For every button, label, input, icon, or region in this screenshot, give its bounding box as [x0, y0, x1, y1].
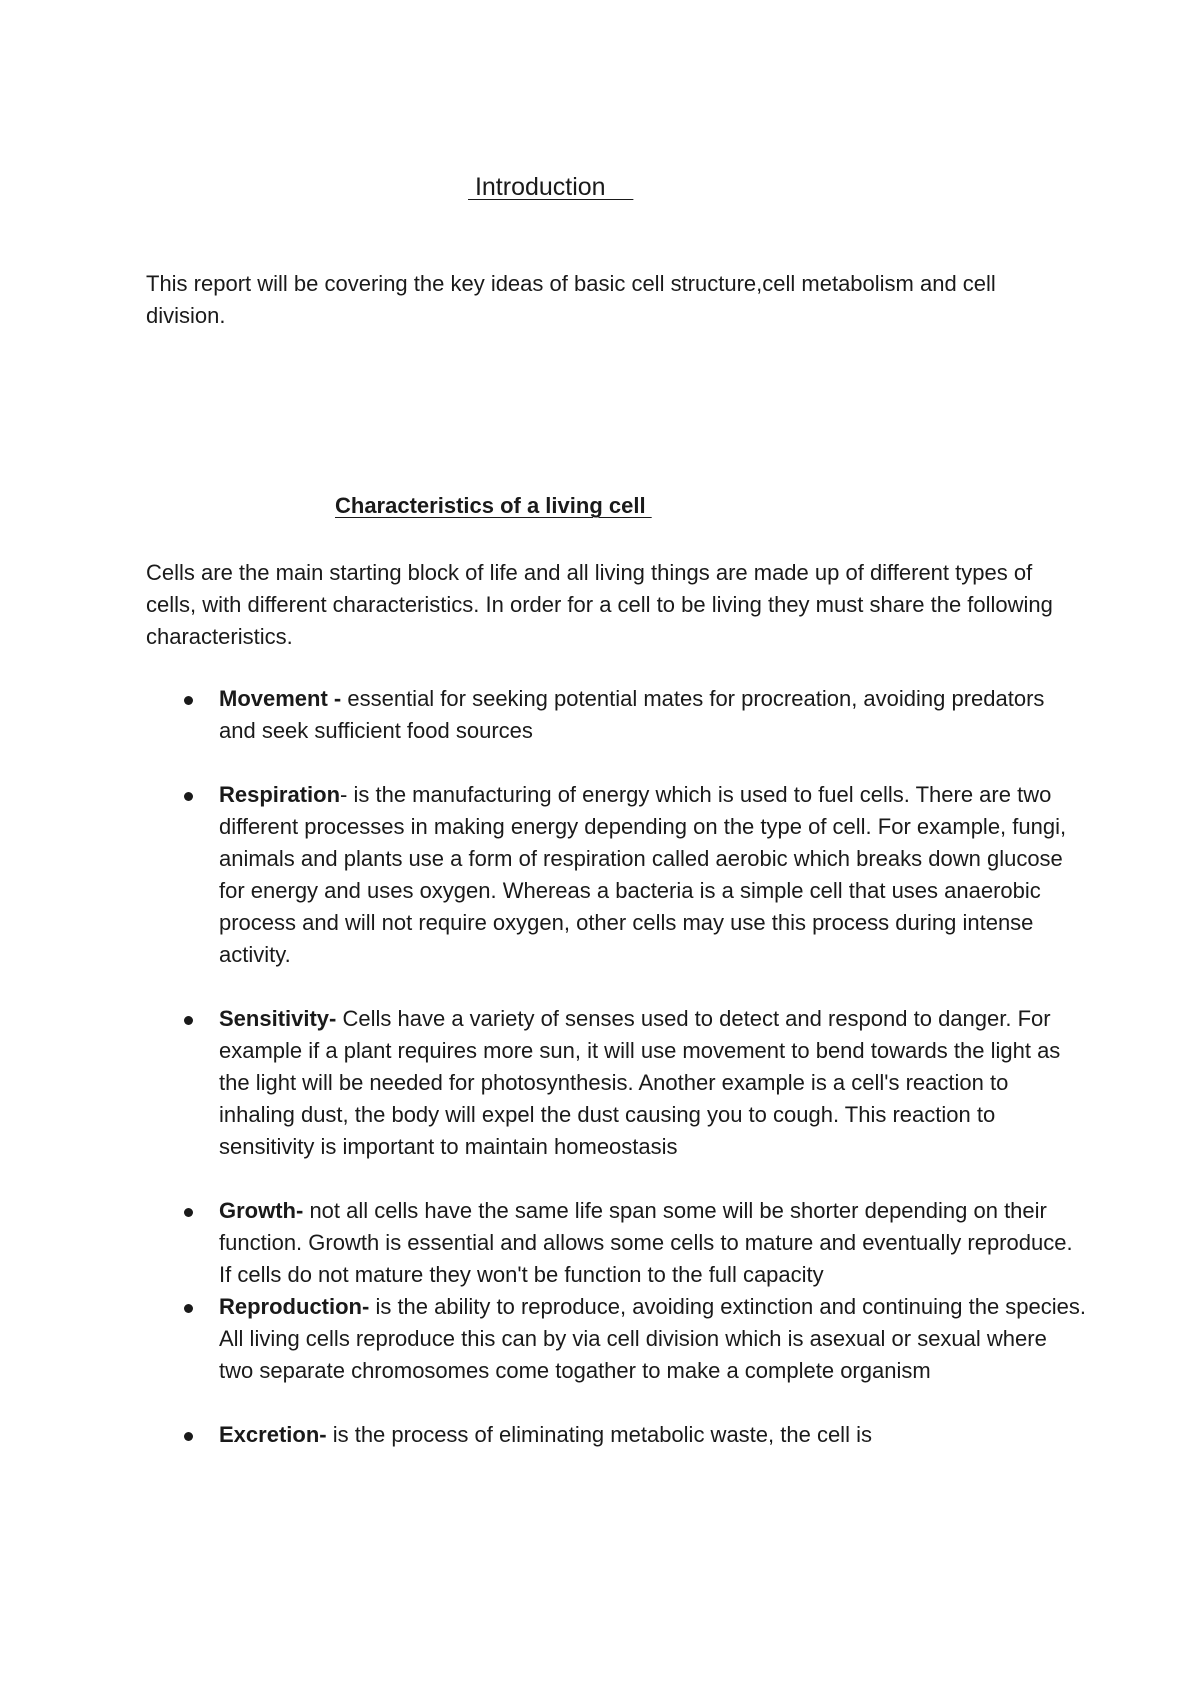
bullet-dot-icon: [184, 1304, 193, 1313]
bullet-term: Sensitivity-: [219, 1006, 337, 1031]
list-item-reproduction: [146, 1291, 1086, 1387]
heading-introduction: Introduction: [468, 173, 634, 201]
bullet-term: Growth-: [219, 1198, 304, 1223]
list-item-sensitivity: [146, 1003, 1086, 1163]
bullet-term: Reproduction-: [219, 1294, 370, 1319]
bullet-dot-icon: [184, 696, 193, 705]
bullet-text: essential for seeking potential mates for procreation, avoiding predators and seek sufficient food sources: [219, 686, 1045, 743]
paragraph-intro: This report will be covering the key ideas of basic cell structure,cell metabolism and cell division.: [146, 271, 996, 328]
bullet-dot-icon: [184, 792, 193, 801]
characteristics-list: [146, 683, 1086, 1451]
bullet-dot-icon: [184, 1208, 193, 1217]
bullet-dot-icon: [184, 1432, 193, 1441]
bullet-text: Cells have a variety of senses used to detect and respond to danger. For example if a plant requires more sun, it will use movement to bend towards the light as the light will be needed for photosynthesis. Another example is a cell's reaction to inhaling dust, the body will expel the dust causing you to cough. This reaction to sensitivity is important to maintain homeostasis: [219, 1006, 1061, 1159]
bullet-term: Excretion-: [219, 1422, 327, 1447]
bullet-text: is the ability to reproduce, avoiding extinction and continuing the species. All living cells reproduce this can by via cell division which is asexual or sexual where two separate chromosomes come togather to make a complete organism: [219, 1294, 1086, 1383]
bullet-text: not all cells have the same life span some will be shorter depending on their function. Growth is essential and allows some cells to mature and eventually reproduce. If cells do not mature they won't be function to the full capacity: [219, 1198, 1073, 1287]
paragraph-cells: Cells are the main starting block of life and all living things are made up of different types of cells, with different characteristics. In order for a cell to be living they must share the following characteristics.: [146, 560, 1053, 649]
list-item-respiration: [146, 779, 1086, 971]
bullet-dot-icon: [184, 1016, 193, 1025]
bullet-text: - is the manufacturing of energy which is used to fuel cells. There are two different processes in making energy depending on the type of cell. For example, fungi, animals and plants use a form of respiration called aerobic which breaks down glucose for energy and uses oxygen. Whereas a bacteria is a simple cell that uses anaerobic process and will not require oxygen, other cells may use this process during intense activity.: [219, 782, 1067, 967]
heading-characteristics: Characteristics of a living cell: [335, 493, 652, 518]
list-item-growth: [146, 1195, 1086, 1291]
list-item-movement: [146, 683, 1086, 747]
list-item-excretion: [146, 1419, 1086, 1451]
bullet-term: Movement -: [219, 686, 348, 711]
bullet-term: Respiration: [219, 782, 341, 807]
bullet-text: is the process of eliminating metabolic waste, the cell is: [326, 1422, 872, 1447]
